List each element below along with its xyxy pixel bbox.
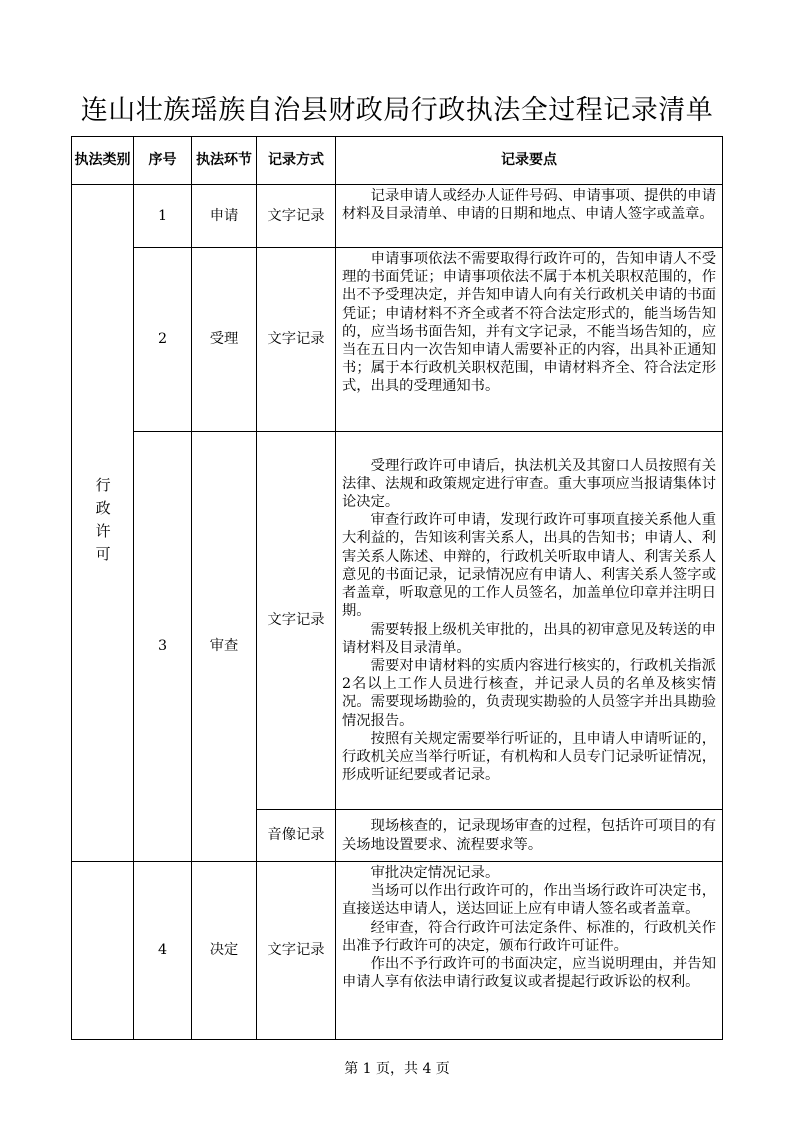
- seq-cell: 3: [134, 432, 192, 862]
- category-cell: [72, 185, 134, 862]
- point-paragraph: 记录申请人或经办人证件号码、申请事项、提供的申请材料及目录清单、申请的日期和地点、申请人签字或盖章。: [342, 188, 716, 223]
- points-cell: [336, 810, 723, 862]
- table-row: [72, 862, 723, 1040]
- stage-cell: 决定: [192, 862, 257, 1040]
- points-cell: [336, 248, 723, 432]
- point-paragraph: 需要转报上级机关审批的，出具的初审意见及转送的申请材料及目录清单。: [342, 621, 716, 656]
- stage-cell: 受理: [192, 248, 257, 432]
- header-seq: 序号: [134, 137, 192, 185]
- header-stage: 执法环节: [192, 137, 257, 185]
- page-title: 连山壮族瑶族自治县财政局行政执法全过程记录清单: [80, 95, 714, 126]
- record-table: [71, 136, 723, 1040]
- seq-cell: 1: [134, 185, 192, 248]
- header-points: 记录要点: [336, 137, 723, 185]
- method-cell: 音像记录: [257, 810, 336, 862]
- table-row: [72, 248, 723, 432]
- point-paragraph: 现场核查的，记录现场审查的过程，包括许可项目的有关场地设置要求、流程要求等。: [342, 818, 716, 853]
- category-cell-continued: [72, 862, 134, 1040]
- method-cell: 文字记录: [257, 185, 336, 248]
- category-label: 行政许可: [93, 477, 112, 569]
- point-paragraph: 受理行政许可申请后，执法机关及其窗口人员按照有关法律、法规和政策规定进行审查。重大事项应当报请集体讨论决定。: [342, 457, 716, 511]
- header-category: 执法类别: [72, 137, 134, 185]
- page-footer: 第 1 页，共 4 页: [344, 1061, 450, 1077]
- method-cell: 文字记录: [257, 432, 336, 810]
- table-header-row: [72, 137, 723, 185]
- table-row: [72, 185, 723, 248]
- point-paragraph: 作出不予行政许可的书面决定，应当说明理由，并告知申请人享有依法申请行政复议或者提起行政诉讼的权利。: [342, 956, 716, 991]
- method-cell: 文字记录: [257, 248, 336, 432]
- seq-cell: 4: [134, 862, 192, 1040]
- point-paragraph: 审批决定情况记录。: [370, 865, 500, 881]
- stage-cell: 审查: [192, 432, 257, 862]
- seq-cell: 2: [134, 248, 192, 432]
- point-paragraph: 经审查，符合行政许可法定条件、标准的，行政机关作出准予行政许可的决定，颁布行政许可证件。: [342, 919, 716, 954]
- point-paragraph: 当场可以作出行政许可的，作出当场行政许可决定书，直接送达申请人，送达回证上应有申请人签名或者盖章。: [342, 883, 716, 918]
- points-cell: [336, 862, 723, 1040]
- point-paragraph: 审查行政许可申请，发现行政许可事项直接关系他人重大利益的，告知该利害关系人，出具的告知书；申请人、利害关系人陈述、申辩的，行政机关听取申请人、利害关系人意见的书面记录，记录情况应有申请人、利害关系人签字或者盖章，听取意见的工作人员签名，加盖单位印章并注明日期。: [342, 512, 716, 620]
- points-cell: [336, 185, 723, 248]
- header-method: 记录方式: [257, 137, 336, 185]
- points-cell: [336, 432, 723, 810]
- point-paragraph: 需要对申请材料的实质内容进行核实的，行政机关指派2名以上工作人员进行核查，并记录人员的名单及核实情况。需要现场勘验的，负责现实勘验的人员签字并出具勘验情况报告。: [342, 657, 716, 729]
- table-row: [72, 432, 723, 810]
- stage-cell: 申请: [192, 185, 257, 248]
- point-paragraph: 申请事项依法不需要取得行政许可的，告知申请人不受理的书面凭证；申请事项依法不属于本机关职权范围的，作出不予受理决定，并告知申请人向有关行政机关申请的书面凭证；申请材料不齐全或者不符合法定形式的，能当场告知的，应当场书面告知，并有文字记录，不能当场告知的，应当在五日内一次告知申请人需要补正的内容，出具补正通知书；属于本行政机关职权范围，申请材料齐全、符合法定形式，出具的受理通知书。: [342, 251, 716, 395]
- method-cell: 文字记录: [257, 862, 336, 1040]
- point-paragraph: 按照有关规定需要举行听证的，且申请人申请听证的，行政机关应当举行听证，有机构和人员专门记录听证情况，形成听证纪要或者记录。: [342, 730, 716, 784]
